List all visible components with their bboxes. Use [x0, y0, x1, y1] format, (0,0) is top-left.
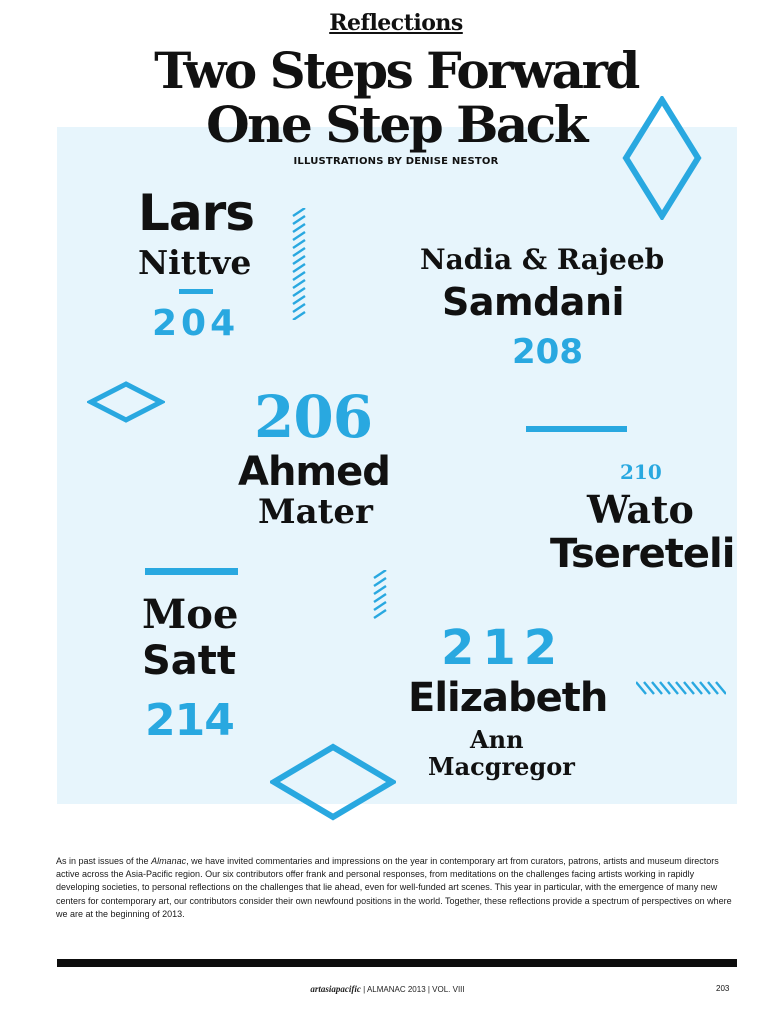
bottom-diamond-decoration [270, 743, 396, 821]
contributor-first-name: Elizabeth [408, 675, 608, 721]
page-reference-link[interactable]: 208 [512, 332, 583, 372]
contributor-first-name: Lars [138, 184, 255, 242]
page-title-line-1: Two Steps Forward [154, 41, 638, 100]
section-label: Reflections [329, 10, 463, 36]
page-reference-link[interactable]: 214 [145, 695, 234, 746]
small-diamond-decoration [87, 380, 165, 424]
large-diamond-decoration [620, 96, 704, 220]
illustration-credit: ILLUSTRATIONS BY DENISE NESTOR [293, 156, 499, 167]
intro-text-body: , we have invited commentaries and impressions on the year in contemporary art from curators, patrons, artists and museum directors active across the Asia-Pacific region. Our six contributors offer frank and personal responses, from meditations on the challenges facing artists working in rapidly developing societies, to personal reflections on the challenges that lie ahead, even for well-funded art scenes. This year in particular, with the emergence of many new centers for contemporary art, our contributors consider their own newfound positions in the world. Together, these reflections provide a spectrum of perspectives on where we are at the beginning of 2013. [56, 856, 732, 919]
page-reference-link[interactable]: 212 [441, 620, 566, 676]
hatched-stripe-decoration [371, 570, 389, 622]
contributor-last-name: Nittve [138, 243, 252, 282]
contributor-last-name: Tsereteli [550, 531, 735, 577]
bar-decoration [179, 289, 213, 294]
intro-text-start: As in past issues of the [56, 856, 152, 866]
page-reference-link[interactable]: 204 [152, 303, 240, 344]
page-title-line-2: One Step Back [206, 95, 586, 154]
publication-name: Almanac [151, 856, 187, 866]
bar-decoration [526, 426, 627, 432]
footer-folio [0, 984, 775, 994]
page-reference-link[interactable]: 210 [620, 460, 662, 484]
contributor-first-name: Moe [142, 591, 239, 638]
contributor-middle-name: Ann [470, 725, 524, 754]
contributor-first-name: Ahmed [238, 449, 390, 495]
contributor-first-name: Wato [587, 487, 694, 532]
publication-logo: artasiapacific [310, 984, 361, 994]
contributor-last-name: Mater [258, 492, 373, 532]
intro-paragraph [56, 855, 736, 921]
contributor-last-name: Samdani [442, 280, 625, 324]
issue-info: | ALMANAC 2013 | VOL. VIII [360, 985, 465, 994]
contributor-first-name: Nadia & Rajeeb [420, 243, 665, 276]
contributor-last-name: Satt [142, 638, 237, 684]
contributor-last-name: Macgregor [428, 752, 575, 781]
footer-rule [57, 959, 737, 967]
page-number: 203 [716, 984, 730, 993]
hatched-stripe-decoration [636, 680, 726, 696]
hatched-stripe-decoration [290, 208, 308, 320]
bar-decoration [145, 568, 238, 575]
page-reference-link[interactable]: 206 [254, 383, 373, 451]
